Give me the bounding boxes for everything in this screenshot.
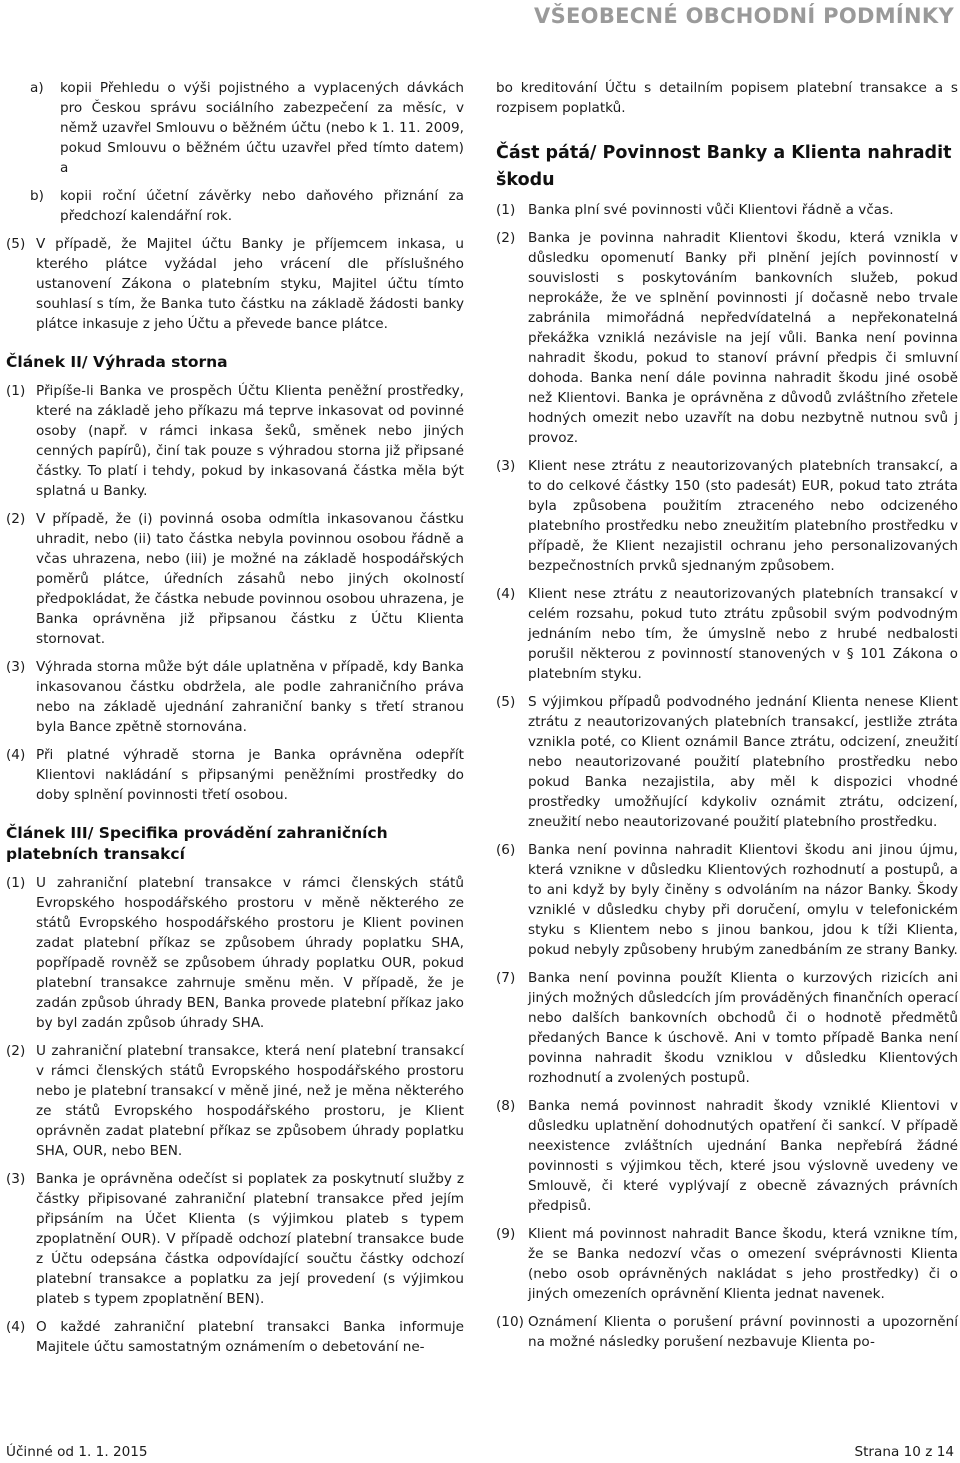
section-heading-article-2: Článek II/ Výhrada storna bbox=[6, 353, 228, 371]
item-text: U zahraniční platební transakce, která není platební transakcí v rámci členských států Evropského hospodářského prostoru nebo je platební transakcí v měně jiné, než je měna některého ze států Evropského hospodářského prostoru, je Klient oprávněn zadat platební příkaz se způsobem úhrady poplatku SHA, OUR, nebo BEN. bbox=[36, 1043, 464, 1159]
item-text: V případě, že Majitel účtu Banky je příjemcem inkasa, u kterého plátce vyžádal jeho vrácení dle příslušného ustanovení Zákona o platebním styku, Majitel účtu tímto souhlasí s tím, že Banka tuto částku na základě žádosti banky plátce inkasuje z jeho Účtu a převede bance plátce. bbox=[36, 236, 464, 332]
article3-item-2 bbox=[6, 1041, 464, 1161]
item-number: (6) bbox=[496, 842, 516, 858]
item-number: (2) bbox=[496, 230, 516, 246]
article2-item-3 bbox=[6, 657, 464, 737]
item-text: Připíše-li Banka ve prospěch Účtu Klienta peněžní prostředky, které na základě jeho příkazu má teprve inkasovat od povinné osoby (např. v rámci inkasa šeků, směnek nebo jiných cenných papírů), činí tak pouze s výhradou storna již připsané částky. To platí i tehdy, pokud by inkasovaná částka měla být splatná u Banky. bbox=[36, 383, 464, 499]
item-text: S výjimkou případů podvodného jednání Klienta nenese Klient ztrátu z neautorizovaných platebních transakcí, jestliže ztráta vznikla poté, co Klient oznámil Bance ztrátu, odcizení, zneužití nebo neautorizované použití platebního prostředku nebo pokud Banka nezajistila, aby měl k dispozici vhodné prostředky umožňující kdykoliv oznámit ztrátu, odcizení, zneužití nebo neautorizované použití platebního prostředku. bbox=[528, 694, 958, 830]
part5-item-1 bbox=[496, 200, 958, 220]
item-text: Klient nese ztrátu z neautorizovaných platebních transakcí v celém rozsahu, pokud tuto ztrátu způsobil svým podvodným jednáním nebo tím, že úmyslně nebo z hrubé nedbalosti porušil některou z povinností stanovených v § 101 Zákona o platebním styku. bbox=[528, 586, 958, 682]
item-text: Banka je povinna nahradit Klientovi škodu, která vznikla v důsledku opomenutí Banky při plnění jejích povinností v souvislosti s poskytováním bankovních služeb, pokud neprokáže, že ve splnění povinnosti jí dočasně nebo trvale zabránila mimořádná nepředvídatelná a nepřekonatelná překážka vzniklá nezávisle na její vůli. Banka není povinna nahradit škodu, pokud to stanoví právní předpis či smluvní dohoda. Banka není dále povinna nahradit škodu jiné osobě než Klientovi. Banka je oprávněna z důvodů zvláštního zřetele hodných omezit nebo uzavřít na dobu nezbytně nutnou svů j provoz. bbox=[528, 230, 958, 446]
list-item-b bbox=[6, 186, 464, 226]
item-number: (3) bbox=[6, 1171, 26, 1187]
article3-item-3 bbox=[6, 1169, 464, 1309]
part5-item-5 bbox=[496, 692, 958, 832]
item-number: (5) bbox=[6, 236, 26, 252]
item-number: (5) bbox=[496, 694, 516, 710]
left-column bbox=[6, 78, 464, 1365]
paragraph-5 bbox=[6, 234, 464, 334]
part5-item-2 bbox=[496, 228, 958, 448]
part5-item-9 bbox=[496, 1224, 958, 1304]
item-number: (3) bbox=[496, 458, 516, 474]
footer-page-number: Strana 10 z 14 bbox=[854, 1444, 954, 1460]
item-number: (7) bbox=[496, 970, 516, 986]
right-column bbox=[496, 78, 958, 1360]
part5-item-4 bbox=[496, 584, 958, 684]
item-number: (4) bbox=[496, 586, 516, 602]
section-heading-part-5: Část pátá/ Povinnost Banky a Klienta nahradit škodu bbox=[496, 143, 952, 190]
part5-item-10 bbox=[496, 1312, 958, 1352]
article3-item-4 bbox=[6, 1317, 464, 1357]
item-number: (1) bbox=[6, 383, 26, 399]
item-number: a) bbox=[30, 80, 44, 96]
item-text: Klient nese ztrátu z neautorizovaných platebních transakcí, a to do celkové částky 150 (sto padesát) EUR, pokud tato ztráta byla způsobena použitím ztraceného nebo odcizeného platebního prostředku nebo zneužitím platebního prostředku v případě, že Klient nezajistil ochranu jeho personalizovaných bezpečnostních prvků sjednaným způsobem. bbox=[528, 458, 958, 574]
item-text: Při platné výhradě storna je Banka oprávněna odepřít Klientovi nakládání s připsanými peněžními prostředky do doby splnění povinnosti třetí osobou. bbox=[36, 747, 464, 803]
item-text: kopii Přehledu o výši pojistného a vyplacených dávkách pro Českou správu sociálního zabezpečení za měsíc, v němž uzavřel Smlouvu o běžném účtu (nebo k 1. 11. 2009, pokud Smlouvu o běžném účtu uzavřel před tímto datem) a bbox=[60, 80, 464, 176]
item-text: Banka nemá povinnost nahradit škody vzniklé Klientovi v důsledku uplatnění dohodnutých opatření či sankcí. V případě neexistence zvláštních ujednání Banka nepřebírá žádné povinnosti s výjimkou těch, které jsou výslovně uvedeny ve Smlouvě, či které vyplývají z obecně závazných právních předpisů. bbox=[528, 1098, 958, 1214]
item-text: kopii roční účetní závěrky nebo daňového přiznání za předchozí kalendářní rok. bbox=[60, 188, 464, 224]
item-text: Banka plní své povinnosti vůči Klientovi řádně a včas. bbox=[528, 202, 894, 218]
document-header-title: VŠEOBECNÉ OBCHODNÍ PODMÍNKY bbox=[534, 4, 954, 28]
item-number: (8) bbox=[496, 1098, 516, 1114]
item-number: (1) bbox=[496, 202, 516, 218]
item-number: (1) bbox=[6, 875, 26, 891]
list-item-a bbox=[6, 78, 464, 178]
part5-item-6 bbox=[496, 840, 958, 960]
item-text: O každé zahraniční platební transakci Banka informuje Majitele účtu samostatným oznámením o debetování ne- bbox=[36, 1319, 464, 1355]
item-text: Výhrada storna může být dále uplatněna v případě, kdy Banka inkasovanou částku obdržela, ale podle zahraničního práva nebo na základě ujednání zahraniční banky s třetí stranou byla Bance zpětně stornována. bbox=[36, 659, 464, 735]
footer-effective-date: Účinné od 1. 1. 2015 bbox=[6, 1444, 148, 1460]
item-number: (9) bbox=[496, 1226, 516, 1242]
article2-item-2 bbox=[6, 509, 464, 649]
item-text: Banka není povinna nahradit Klientovi škodu ani jinou újmu, která vznikne v důsledku Klientových rozhodnutí a postupů, a to ani když by byly činěny s odvoláním na názor Banky. Škody vzniklé v důsledku chyby při doručení, omylu v telefonickém styku s Klientem nebo s jinou bankou, jdou k tíži Klienta, pokud nebyly způsobeny hrubým zanedbáním ze strany Banky. bbox=[528, 842, 958, 958]
continued-paragraph: bo kreditování Účtu s detailním popisem platební transakce a s rozpisem poplatků. bbox=[496, 80, 958, 116]
item-text: Banka je oprávněna odečíst si poplatek za poskytnutí služby z částky připisované zahraniční platební transakce před jejím připsáním na Účet Klienta (s výjimkou plateb s typem zpoplatnění OUR). V případě odchozí platební transakce bude z Účtu odepsána částka odpovídající součtu částky odchozí platební transakce a poplatku za její provedení (s výjimkou plateb s typem zpoplatnění BEN). bbox=[36, 1171, 464, 1307]
item-number: b) bbox=[30, 188, 44, 204]
item-text: Banka není povinna použít Klienta o kurzových rizicích ani jiných možných důsledcích jím prováděných finančních operací nebo dalších bankovních obchodů či o hodnotě předmětů předaných Bance k úschově. Ani v tomto případě Banka není povinna nahradit škodu vzniklou v důsledku Klientových rozhodnutí a zvolených postupů. bbox=[528, 970, 958, 1086]
section-heading-article-3: Článek III/ Specifika provádění zahraničních platebních transakcí bbox=[6, 824, 388, 863]
article2-item-4 bbox=[6, 745, 464, 805]
part5-item-8 bbox=[496, 1096, 958, 1216]
article2-item-1 bbox=[6, 381, 464, 501]
item-number: (2) bbox=[6, 1043, 26, 1059]
item-text: V případě, že (i) povinná osoba odmítla inkasovanou částku uhradit, nebo (ii) tato částka nebyla povinnou osobou řádně a včas uhrazena, nebo (iii) je možné na základě hospodářských poměrů plátce, úředních zásahů nebo jiných okolností předpokládat, že částka nebude povinnou osobou uhrazena, je Banka oprávněna již připsanou částku z Účtu Klienta stornovat. bbox=[36, 511, 464, 647]
article3-item-1 bbox=[6, 873, 464, 1033]
item-text: Klient má povinnost nahradit Bance škodu, která vznikne tím, že se Banka nedozví včas o omezení svéprávnosti Klienta (nebo osob oprávněných nakládat s jeho prostředky) či o jiných omezeních oprávnění Klienta jednat navenek. bbox=[528, 1226, 958, 1302]
part5-item-3 bbox=[496, 456, 958, 576]
part5-item-7 bbox=[496, 968, 958, 1088]
item-number: (3) bbox=[6, 659, 26, 675]
item-number: (4) bbox=[6, 1319, 26, 1335]
item-number: (4) bbox=[6, 747, 26, 763]
item-number: (10) bbox=[496, 1314, 524, 1330]
item-text: Oznámení Klienta o porušení právní povinnosti a upozornění na možné následky porušení nezbavuje Klienta po- bbox=[528, 1314, 958, 1350]
item-text: U zahraniční platební transakce v rámci členských států Evropského hospodářského prostoru v měně některého ze států Evropského hospodářského prostoru je Klient povinen zadat platební příkaz se způsobem úhrady poplatku SHA, popřípadě rovněž se způsobem úhrady poplatku OUR, pokud platební transakce zahrnuje směnu měn. V případě, že je zadán způsob úhrady BEN, Banka provede platební příkaz jako by byl zadán způsob úhrady SHA. bbox=[36, 875, 464, 1031]
item-number: (2) bbox=[6, 511, 26, 527]
